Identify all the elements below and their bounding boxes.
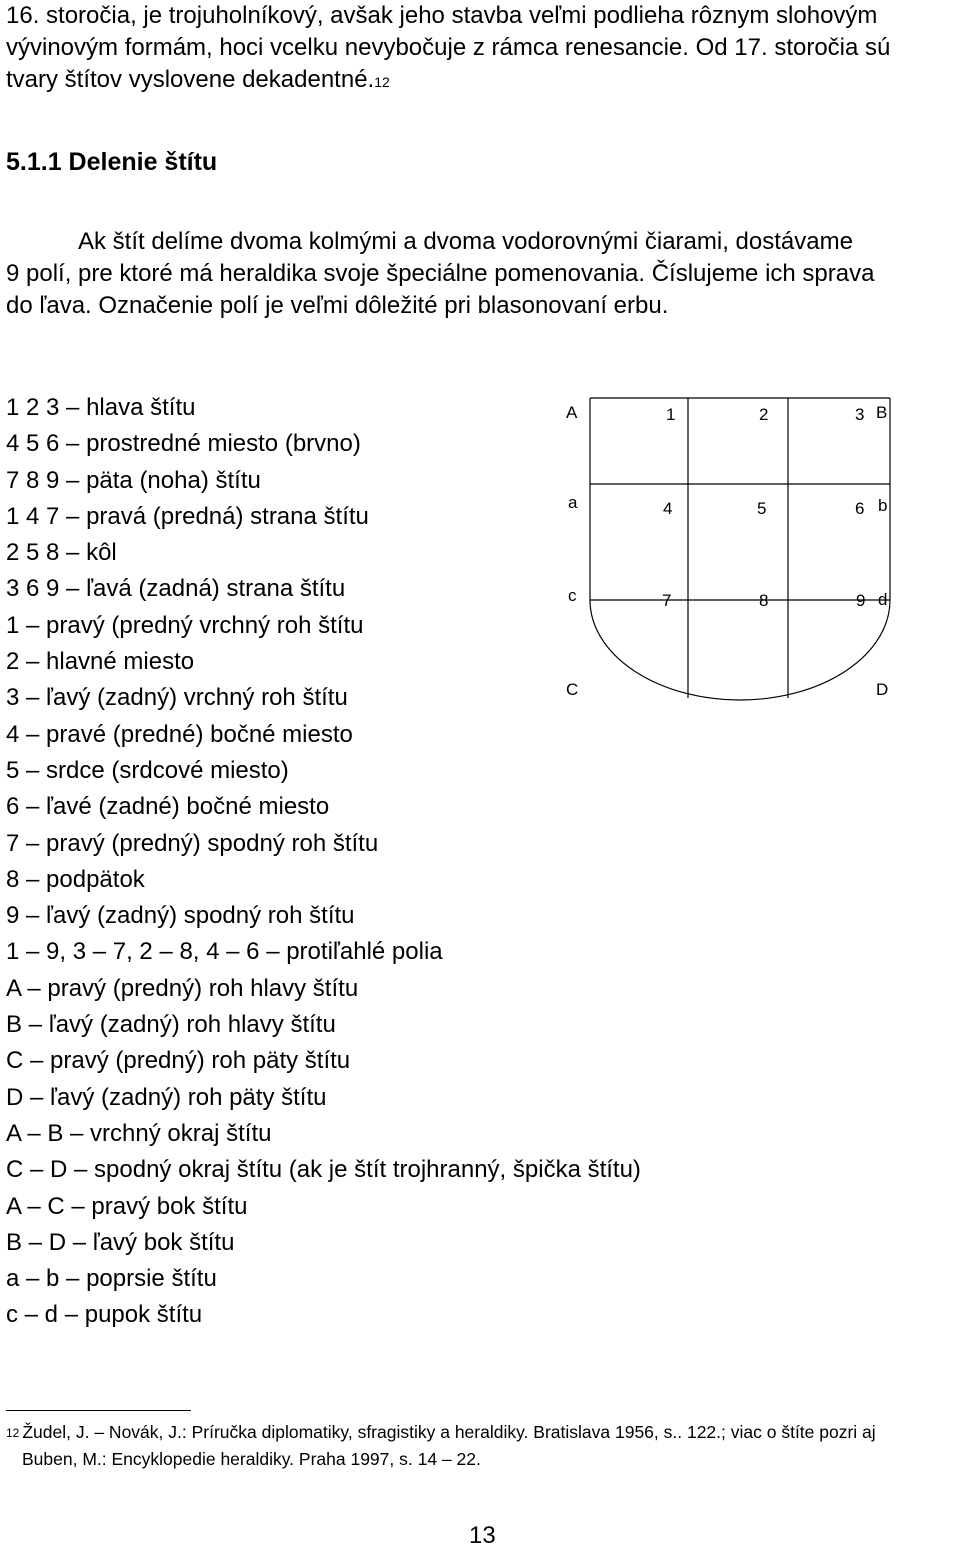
- legend-item: A – B – vrchný okraj štítu: [6, 1119, 272, 1147]
- legend-item: 2 5 8 – kôl: [6, 539, 117, 567]
- corner-label-D: D: [876, 680, 889, 699]
- footnote-line: [6, 1419, 876, 1446]
- legend-item: c – d – pupok štítu: [6, 1301, 203, 1329]
- field-number: 9: [856, 591, 866, 610]
- legend-item: 2 – hlavné miesto: [6, 648, 195, 676]
- legend-item: 8 – podpätok: [6, 865, 145, 893]
- intro-line: [6, 64, 890, 96]
- field-number: 6: [855, 499, 865, 518]
- legend-item: A – pravý (predný) roh hlavy štítu: [6, 974, 359, 1002]
- footnote-line: Buben, M.: Encyklopedie heraldiky. Praha 1997, s. 14 – 22.: [22, 1449, 481, 1469]
- legend-item: 5 – srdce (srdcové miesto): [6, 756, 289, 784]
- field-number: 5: [757, 499, 767, 518]
- legend-item: D – ľavý (zadný) roh päty štítu: [6, 1083, 327, 1111]
- legend-item: 3 6 9 – ľavá (zadná) strana štítu: [6, 575, 346, 603]
- field-number: 4: [663, 499, 673, 518]
- legend-item: 7 – pravý (predný) spodný roh štítu: [6, 829, 379, 857]
- field-number: 3: [855, 405, 865, 424]
- legend-item: 1 2 3 – hlava štítu: [6, 394, 196, 421]
- legend-item: a – b – poprsie štítu: [6, 1265, 217, 1293]
- field-number: 2: [759, 405, 769, 424]
- field-number: 1: [666, 405, 676, 424]
- footnote-number: 12: [6, 1426, 20, 1440]
- legend-item: 1 – pravý (predný vrchný roh štítu: [6, 611, 364, 639]
- intro-line: vývinovým formám, hoci vcelku nevybočuje z rámca renesancie. Od 17. storočia sú: [6, 34, 891, 61]
- field-number: 7: [662, 591, 672, 610]
- intro-line-text: tvary štítov vyslovene dekadentné.: [6, 66, 375, 93]
- paragraph-line: Ak štít delíme dvoma kolmými a dvoma vodorovnými čiarami, dostávame: [78, 228, 853, 255]
- legend-item: C – pravý (predný) roh päty štítu: [6, 1047, 351, 1075]
- corner-label-A: A: [566, 403, 578, 422]
- field-legend-list: [6, 390, 641, 1334]
- corner-label-c: c: [568, 586, 577, 605]
- legend-item: C – D – spodný okraj štítu (ak je štít trojhranný, špička štítu): [6, 1156, 641, 1184]
- legend-item: 3 – ľavý (zadný) vrchný roh štítu: [6, 684, 348, 712]
- legend-item: 4 – pravé (predné) bočné miesto: [6, 720, 353, 748]
- page-number: 13: [469, 1522, 496, 1549]
- legend-item: 1 4 7 – pravá (predná) strana štítu: [6, 502, 369, 530]
- corner-label-a: a: [568, 493, 578, 512]
- corner-label-C: C: [566, 680, 579, 699]
- legend-item: B – ľavý (zadný) roh hlavy štítu: [6, 1011, 336, 1039]
- intro-paragraph: [6, 0, 890, 96]
- field-number: 8: [759, 591, 769, 610]
- intro-line: 16. storočia, je trojuholníkový, avšak jeho stavba veľmi podlieha rôznym slohovým: [6, 2, 878, 29]
- corner-label-b: b: [878, 496, 888, 515]
- legend-item: 1 – 9, 3 – 7, 2 – 8, 4 – 6 – protiľahlé polia: [6, 938, 443, 966]
- legend-item: 6 – ľavé (zadné) bočné miesto: [6, 793, 330, 821]
- legend-item: B – D – ľavý bok štítu: [6, 1228, 235, 1256]
- shield-base-arc: [590, 600, 890, 700]
- legend-item: 4 5 6 – prostredné miesto (brvno): [6, 430, 361, 458]
- paragraph-line: do ľava. Označenie polí je veľmi dôležité pri blasonovaní erbu.: [6, 292, 669, 319]
- corner-label-d: d: [878, 590, 888, 609]
- paragraph-line: 9 polí, pre ktoré má heraldika svoje špeciálne pomenovania. Číslujeme ich sprava: [6, 260, 875, 287]
- legend-item: A – C – pravý bok štítu: [6, 1192, 248, 1220]
- legend-item: 9 – ľavý (zadný) spodný roh štítu: [6, 902, 355, 930]
- footnote-separator: [6, 1410, 191, 1411]
- footnote: [6, 1419, 876, 1473]
- legend-item: 7 8 9 – päta (noha) štítu: [6, 466, 261, 494]
- shield-division-diagram: [560, 396, 900, 706]
- corner-label-B: B: [876, 403, 888, 422]
- section-paragraph: [6, 226, 874, 322]
- section-heading: 5.1.1 Delenie štítu: [6, 148, 218, 176]
- footnote-reference[interactable]: 12: [374, 74, 390, 90]
- footnote-text: Žudel, J. – Novák, J.: Príručka diplomatiky, sfragistiky a heraldiky. Bratislava 1956, s.. 122.; viac o štíte pozri aj: [22, 1422, 876, 1442]
